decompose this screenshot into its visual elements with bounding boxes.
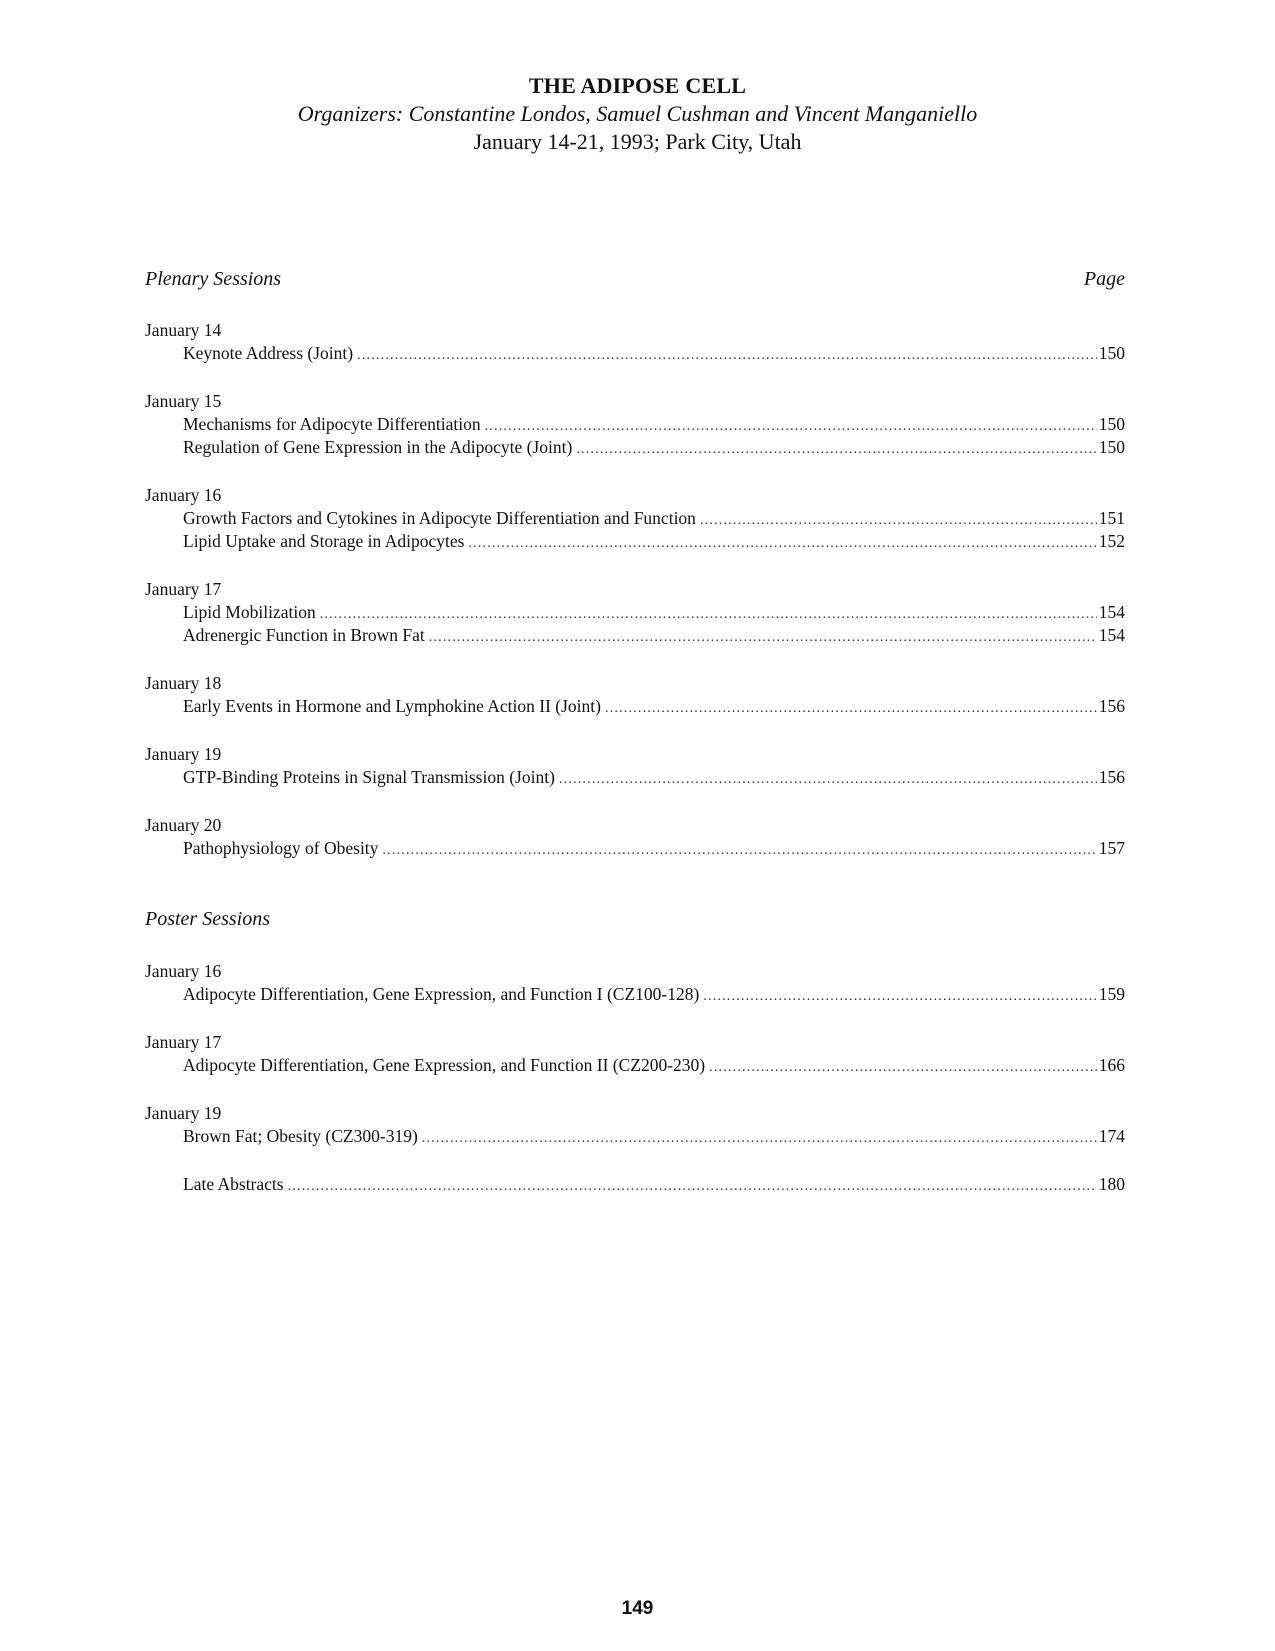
toc-entry-label: Lipid Uptake and Storage in Adipocytes <box>183 531 465 551</box>
dot-leader <box>468 536 1096 552</box>
toc-entry[interactable] <box>183 414 1125 435</box>
meeting-dates: January 14-21, 1993; Park City, Utah <box>473 129 802 154</box>
toc-entry-label: Pathophysiology of Obesity <box>183 838 379 858</box>
poster-date-label: January 16 <box>145 961 222 981</box>
dot-leader <box>485 419 1097 435</box>
dot-leader <box>422 1131 1097 1147</box>
toc-entry-page: 154 <box>1098 602 1125 622</box>
toc-entry-label: Mechanisms for Adipocyte Differentiation <box>183 414 481 434</box>
toc-entry-page: 154 <box>1098 625 1125 645</box>
dot-leader <box>576 442 1096 458</box>
toc-entry-label: Growth Factors and Cytokines in Adipocyte Differentiation and Function <box>183 508 696 528</box>
page-column-heading: Page <box>1083 268 1125 290</box>
toc-entry-label: Early Events in Hormone and Lymphokine Action II (Joint) <box>183 696 601 716</box>
toc-entry-label: Adrenergic Function in Brown Fat <box>183 625 425 645</box>
toc-entry-label: Keynote Address (Joint) <box>183 343 354 363</box>
plenary-date-label: January 16 <box>145 485 222 505</box>
toc-entry[interactable] <box>183 1055 1125 1076</box>
poster-date-label: January 19 <box>145 1103 222 1123</box>
page-number: 149 <box>621 1598 654 1619</box>
toc-entry[interactable] <box>183 1126 1125 1147</box>
toc-entry-label: Adipocyte Differentiation, Gene Expression, and Function II (CZ200-230) <box>183 1055 706 1075</box>
plenary-date-label: January 14 <box>145 320 222 340</box>
dot-leader <box>605 701 1097 717</box>
toc-entry[interactable] <box>183 625 1125 646</box>
dot-leader <box>357 348 1097 364</box>
dot-leader <box>288 1179 1097 1195</box>
toc-entry[interactable] <box>183 343 1125 364</box>
toc-entry-page: 180 <box>1098 1174 1125 1194</box>
dot-leader <box>320 607 1097 623</box>
toc-entry[interactable] <box>183 437 1125 458</box>
plenary-date-label: January 19 <box>145 744 222 764</box>
dot-leader <box>429 630 1097 646</box>
toc-entry-label: Late Abstracts <box>183 1174 284 1194</box>
poster-date-label: January 17 <box>145 1032 222 1052</box>
toc-entry-page: 150 <box>1098 343 1125 363</box>
organizers-line: Organizers: Constantine Londos, Samuel Cushman and Vincent Manganiello <box>297 101 978 126</box>
plenary-date-label: January 20 <box>145 815 222 835</box>
toc-entry-label: Adipocyte Differentiation, Gene Expression, and Function I (CZ100-128) <box>183 984 700 1004</box>
toc-entry-page: 157 <box>1098 838 1125 858</box>
toc-entry-page: 152 <box>1098 531 1125 551</box>
toc-entry[interactable] <box>183 838 1125 859</box>
plenary-date-label: January 15 <box>145 391 222 411</box>
toc-entry-page: 166 <box>1098 1055 1125 1075</box>
dot-leader <box>382 843 1096 859</box>
document-title: THE ADIPOSE CELL <box>528 73 747 98</box>
toc-entry[interactable] <box>183 767 1125 788</box>
dot-leader <box>703 989 1096 1005</box>
dot-leader <box>559 772 1097 788</box>
toc-entry-page: 159 <box>1098 984 1125 1004</box>
dot-leader <box>700 513 1097 529</box>
toc-entry[interactable] <box>183 696 1125 717</box>
poster-sessions-title: Poster Sessions <box>145 908 270 930</box>
plenary-date-label: January 17 <box>145 579 222 599</box>
toc-entry-label: Brown Fat; Obesity (CZ300-319) <box>183 1126 418 1146</box>
toc-entry[interactable] <box>183 602 1125 623</box>
plenary-date-label: January 18 <box>145 673 222 693</box>
toc-entry[interactable] <box>183 531 1125 552</box>
plenary-sessions-heading <box>145 268 1125 291</box>
plenary-sessions-title: Plenary Sessions <box>145 268 282 290</box>
toc-entry-late-abstracts[interactable] <box>183 1174 1125 1195</box>
toc-entry-page: 151 <box>1098 508 1125 528</box>
toc-entry-page: 150 <box>1098 437 1125 457</box>
toc-entry-page: 156 <box>1098 767 1125 787</box>
toc-entry-page: 174 <box>1098 1126 1125 1146</box>
toc-entry-page: 150 <box>1098 414 1125 434</box>
dot-leader <box>709 1060 1097 1076</box>
toc-entry-page: 156 <box>1098 696 1125 716</box>
toc-entry-label: GTP-Binding Proteins in Signal Transmission (Joint) <box>183 767 555 787</box>
toc-entry-label: Lipid Mobilization <box>183 602 316 622</box>
toc-entry[interactable] <box>183 984 1125 1005</box>
toc-entry-label: Regulation of Gene Expression in the Adipocyte (Joint) <box>183 437 573 457</box>
poster-sessions-heading <box>145 908 1125 931</box>
page-header <box>0 72 1275 156</box>
toc-entry[interactable] <box>183 508 1125 529</box>
